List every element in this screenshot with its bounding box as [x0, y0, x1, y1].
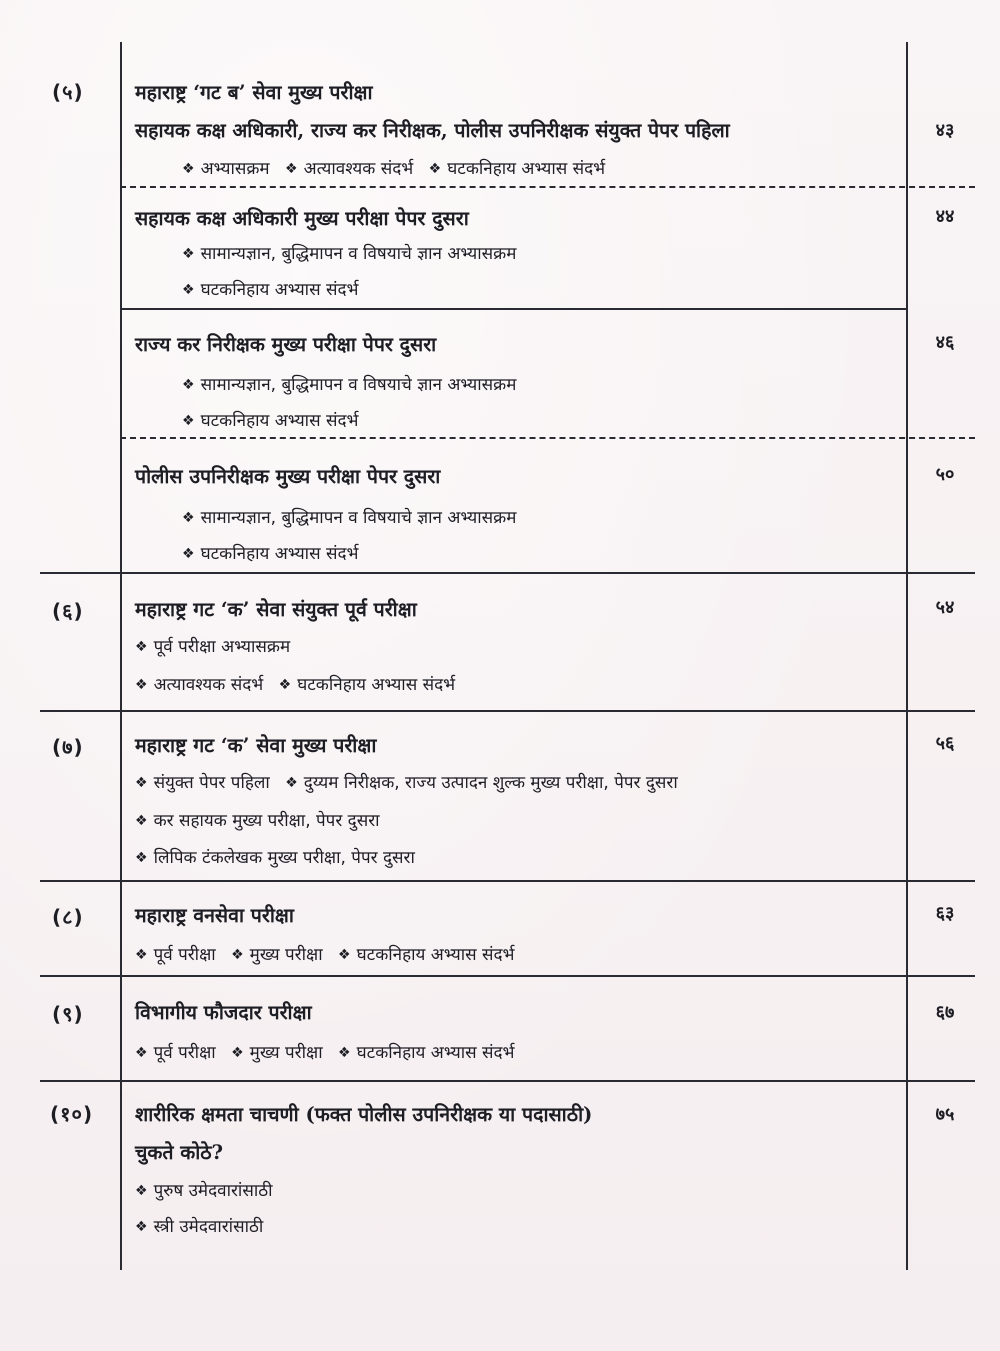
topic-line	[135, 1178, 273, 1201]
section-number: (५)	[52, 80, 84, 104]
topic-line	[135, 770, 678, 793]
divider	[40, 710, 975, 712]
topic-line	[135, 845, 415, 868]
topic-item: मुख्य परीक्षा	[249, 1043, 323, 1063]
bullet-icon: ❖	[182, 546, 195, 562]
bullet-icon: ❖	[182, 510, 195, 526]
bullet-icon: ❖	[182, 413, 195, 429]
divider	[40, 1080, 975, 1082]
bullet-icon: ❖	[182, 282, 195, 298]
bullet-icon: ❖	[135, 775, 148, 791]
section-title: राज्य कर निरीक्षक मुख्य परीक्षा पेपर दुसरा	[135, 333, 437, 356]
topic-item: संयुक्त पेपर पहिला	[153, 773, 270, 793]
section-subtitle: सहायक कक्ष अधिकारी, राज्य कर निरीक्षक, पोलीस उपनिरीक्षक संयुक्त पेपर पहिला	[135, 119, 730, 142]
page-number: ५०	[935, 464, 955, 485]
section-number: (६)	[52, 599, 84, 623]
page-number: ६७	[935, 1002, 955, 1023]
bullet-icon: ❖	[135, 947, 148, 963]
divider	[40, 880, 975, 882]
page-number: ५६	[935, 733, 955, 754]
bullet-icon: ❖	[231, 947, 244, 963]
column-rule-right	[906, 42, 908, 1270]
section-title: महाराष्ट्र वनसेवा परीक्षा	[135, 904, 294, 927]
section-subtitle: चुकते कोठे?	[135, 1141, 224, 1164]
topic-item: स्त्री उमेदवारांसाठी	[153, 1217, 264, 1237]
bullet-icon: ❖	[428, 161, 442, 177]
topic-item: घटकनिहाय अभ्यास संदर्भ	[447, 159, 606, 179]
topic-item: अत्यावश्यक संदर्भ	[153, 675, 264, 695]
bullet-icon: ❖	[338, 1045, 351, 1061]
topic-line	[182, 372, 516, 395]
bullet-icon: ❖	[182, 377, 195, 393]
topic-line	[182, 408, 358, 431]
topic-item: पुरुष उमेदवारांसाठी	[153, 1181, 273, 1201]
topic-item: घटकनिहाय अभ्यास संदर्भ	[200, 544, 359, 564]
topic-item: पूर्व परीक्षा	[153, 1043, 216, 1063]
topic-line	[182, 241, 516, 264]
section-title: शारीरिक क्षमता चाचणी (फक्त पोलीस उपनिरीक्षक या पदासाठी)	[135, 1103, 593, 1126]
bullet-icon: ❖	[135, 1045, 148, 1061]
page-number: ६३	[935, 903, 955, 924]
topic-line	[182, 541, 358, 564]
column-rule-left	[120, 42, 122, 1270]
page-number: ४४	[935, 206, 955, 227]
bullet-icon: ❖	[278, 677, 292, 693]
topic-item: लिपिक टंकलेखक मुख्य परीक्षा, पेपर दुसरा	[153, 848, 415, 868]
section-title: महाराष्ट्र गट ‘क’ सेवा मुख्य परीक्षा	[135, 734, 377, 757]
page-number: ४३	[935, 120, 955, 141]
section-title: पोलीस उपनिरीक्षक मुख्य परीक्षा पेपर दुसरा	[135, 465, 441, 488]
topic-line	[135, 1214, 263, 1237]
section-title: सहायक कक्ष अधिकारी मुख्य परीक्षा पेपर दुसरा	[135, 207, 469, 230]
topic-item: दुय्यम निरीक्षक, राज्य उत्पादन शुल्क मुख्य परीक्षा, पेपर दुसरा	[303, 773, 678, 793]
section-number: (८)	[52, 905, 84, 929]
section-number: (७)	[52, 735, 84, 759]
section-title: महाराष्ट्र ‘गट ब’ सेवा मुख्य परीक्षा	[135, 81, 373, 104]
page-number: ५४	[935, 597, 955, 618]
bullet-icon: ❖	[135, 677, 148, 693]
bullet-icon: ❖	[338, 947, 351, 963]
topic-item: मुख्य परीक्षा	[249, 945, 323, 965]
topic-item: अभ्यासक्रम	[200, 159, 270, 179]
topic-line	[135, 634, 290, 657]
bullet-icon: ❖	[182, 161, 195, 177]
topic-item: घटकनिहाय अभ्यास संदर्भ	[356, 945, 515, 965]
section-number: (१०)	[50, 1102, 94, 1126]
divider	[40, 572, 975, 574]
divider	[40, 975, 975, 977]
topic-line	[135, 1040, 515, 1063]
topic-item: घटकनिहाय अभ्यास संदर्भ	[200, 411, 359, 431]
bullet-icon: ❖	[135, 813, 148, 829]
section-number: (९)	[52, 1002, 84, 1026]
topic-item: घटकनिहाय अभ्यास संदर्भ	[356, 1043, 515, 1063]
bullet-icon: ❖	[231, 1045, 244, 1061]
topic-item: सामान्यज्ञान, बुद्धिमापन व विषयाचे ज्ञान अभ्यासक्रम	[200, 244, 517, 264]
dashed-divider	[120, 186, 975, 188]
topic-item: पूर्व परीक्षा	[153, 945, 216, 965]
bullet-icon: ❖	[135, 1183, 148, 1199]
page-number: ७५	[935, 1104, 955, 1125]
topic-line	[135, 672, 455, 695]
page-number: ४६	[935, 332, 955, 353]
topic-line	[182, 505, 516, 528]
bullet-icon: ❖	[285, 161, 298, 177]
topic-line	[182, 156, 605, 179]
dashed-divider	[120, 437, 975, 439]
topic-item: घटकनिहाय अभ्यास संदर्भ	[297, 675, 456, 695]
divider	[120, 308, 906, 310]
topic-item: अत्यावश्यक संदर्भ	[303, 159, 414, 179]
topic-line	[135, 808, 380, 831]
topic-item: पूर्व परीक्षा अभ्यासक्रम	[153, 637, 291, 657]
topic-item: घटकनिहाय अभ्यास संदर्भ	[200, 280, 359, 300]
topic-item: सामान्यज्ञान, बुद्धिमापन व विषयाचे ज्ञान अभ्यासक्रम	[200, 375, 517, 395]
topic-line	[182, 277, 358, 300]
topic-item: कर सहायक मुख्य परीक्षा, पेपर दुसरा	[153, 811, 380, 831]
bullet-icon: ❖	[135, 1219, 148, 1235]
section-title: विभागीय फौजदार परीक्षा	[135, 1001, 312, 1024]
bullet-icon: ❖	[135, 850, 148, 866]
topic-item: सामान्यज्ञान, बुद्धिमापन व विषयाचे ज्ञान अभ्यासक्रम	[200, 508, 517, 528]
bullet-icon: ❖	[285, 775, 298, 791]
bullet-icon: ❖	[135, 639, 148, 655]
topic-line	[135, 942, 515, 965]
bullet-icon: ❖	[182, 246, 195, 262]
section-title: महाराष्ट्र गट ‘क’ सेवा संयुक्त पूर्व परीक्षा	[135, 598, 417, 621]
